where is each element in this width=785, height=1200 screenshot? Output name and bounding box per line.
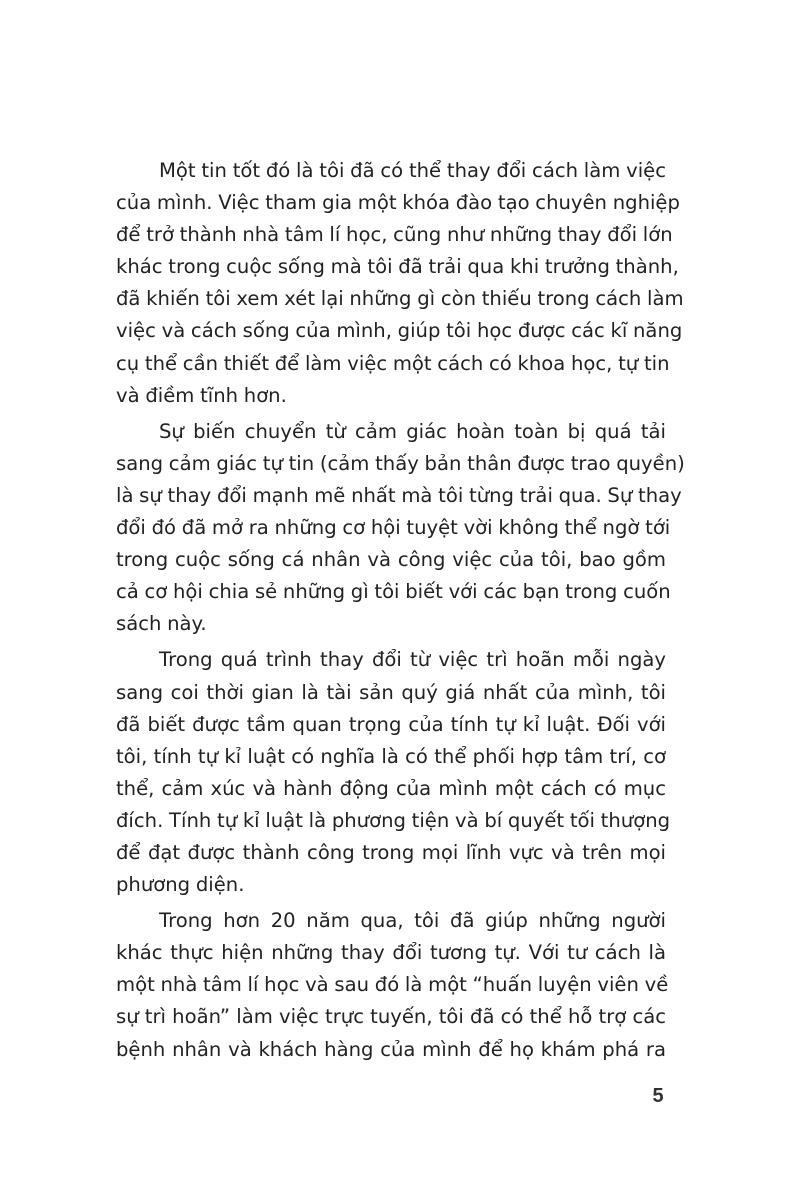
text-line: bệnh nhân và khách hàng của mình để họ khám phá ra <box>116 1037 666 1061</box>
text-line: đổi đó đã mở ra những cơ hội tuyệt vời không thể ngờ tới <box>116 516 671 540</box>
paragraph-1 <box>116 155 684 412</box>
text-line: Trong quá trình thay đổi từ việc trì hoãn mỗi ngày <box>159 648 666 672</box>
text-line: một nhà tâm lí học và sau đó là một “huấn luyện viên về <box>116 973 669 997</box>
text-line: khác trong cuộc sống mà tôi đã trải qua khi trưởng thành, <box>116 255 679 279</box>
text-line: là sự thay đổi mạnh mẽ nhất mà tôi từng trải qua. Sự thay <box>116 483 682 507</box>
paragraph-2 <box>116 416 685 641</box>
text-line: Sự biến chuyển từ cảm giác hoàn toàn bị quá tải <box>159 419 666 443</box>
text-line: sang coi thời gian là tài sản quý giá nhất của mình, tôi <box>116 680 666 704</box>
text-line: đã khiến tôi xem xét lại những gì còn thiếu trong cách làm <box>116 287 684 311</box>
text-line: Một tin tốt đó là tôi đã có thể thay đổi cách làm việc <box>159 159 666 182</box>
text-line: việc và cách sống của mình, giúp tôi học được các kĩ năng <box>116 319 683 343</box>
text-line: để đạt được thành công trong mọi lĩnh vực và trên mọi <box>116 840 666 864</box>
text-line: Trong hơn 20 năm qua, tôi đã giúp những người <box>159 909 666 933</box>
text-line: thể, cảm xúc và hành động của mình một cách có mục <box>116 776 666 800</box>
text-line: phương diện. <box>116 873 245 897</box>
text-line: và điềm tĩnh hơn. <box>116 383 287 407</box>
text-line: cả cơ hội chia sẻ những gì tôi biết với các bạn trong cuốn <box>116 580 671 604</box>
page-number: 5 <box>652 1085 664 1107</box>
text-line: trong cuộc sống cá nhân và công việc của tôi, bao gồm <box>116 548 666 572</box>
text-line: cụ thể cần thiết để làm việc một cách có khoa học, tự tin <box>116 351 670 375</box>
text-line: sách này. <box>116 612 207 636</box>
paragraph-3 <box>116 644 671 901</box>
text-line: của mình. Việc tham gia một khóa đào tạo chuyên nghiệp <box>116 191 680 215</box>
text-line: sang cảm giác tự tin (cảm thấy bản thân được trao quyền) <box>116 451 685 475</box>
text-line: để trở thành nhà tâm lí học, cũng như những thay đổi lớn <box>116 223 673 247</box>
paragraph-4 <box>116 905 669 1065</box>
text-line: khác thực hiện những thay đổi tương tự. Với tư cách là <box>116 941 666 965</box>
text-line: đích. Tính tự kỉ luật là phương tiện và bí quyết tối thượng <box>116 808 671 832</box>
text-line: đã biết được tầm quan trọng của tính tự kỉ luật. Đối với <box>116 712 666 736</box>
body-text <box>116 155 685 1070</box>
text-line: tôi, tính tự kỉ luật có nghĩa là có thể phối hợp tâm trí, cơ <box>116 744 666 768</box>
text-line: sự trì hoãn” làm việc trực tuyến, tôi đã có thể hỗ trợ các <box>116 1005 666 1029</box>
